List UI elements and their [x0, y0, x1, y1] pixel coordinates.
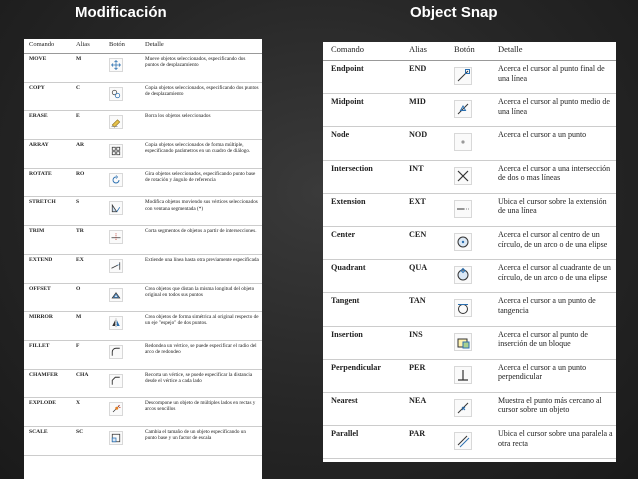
button-cell [104, 340, 140, 369]
modificacion-table-panel [24, 39, 262, 479]
object-snap-table-panel [323, 42, 616, 462]
alias-cell: C [71, 82, 104, 111]
command-cell: Node [323, 127, 401, 160]
alias-cell: E [71, 111, 104, 140]
header-comando: Comando [323, 42, 401, 61]
detail-cell: Muestra el punto más cercano al cursor sobre un objeto [490, 392, 616, 425]
detail-cell: Acerca el cursor a una intersección de dos o mas líneas [490, 160, 616, 193]
command-cell: MOVE [24, 54, 71, 83]
alias-cell: EX [71, 254, 104, 283]
detail-cell: Acerca el cursor al centro de un círculo, de un arco o de una elipse [490, 226, 616, 259]
table-row [323, 326, 616, 359]
header-comando: Comando [24, 39, 71, 54]
table-row [24, 226, 262, 255]
perpendicular-icon [454, 366, 472, 384]
button-cell [104, 168, 140, 197]
table-row [24, 140, 262, 169]
command-cell: Extension [323, 193, 401, 226]
command-cell: STRETCH [24, 197, 71, 226]
erase-icon [109, 115, 123, 129]
detail-cell: Ubica el cursor sobre la extensión de una línea [490, 193, 616, 226]
button-cell [446, 226, 490, 259]
command-cell: Tangent [323, 293, 401, 326]
detail-cell: Acerca el cursor a un punto de tangencia [490, 293, 616, 326]
command-cell: MIRROR [24, 312, 71, 341]
header-detalle: Detalle [490, 42, 616, 61]
detail-cell: Redondea un vértice, se puede especificar el radio del arco de redondeo [140, 340, 262, 369]
table-header-row [24, 39, 262, 54]
command-cell: Nearest [323, 392, 401, 425]
intersection-icon [454, 167, 472, 185]
detail-cell: Copia objetos seleccionados de forma múltiple, especificando parámetros en un cuadro de diálogo. [140, 140, 262, 169]
detail-cell: Ubica el cursor sobre una paralela a otra recta [490, 426, 616, 459]
table-row [323, 94, 616, 127]
button-cell [104, 54, 140, 83]
command-cell: TRIM [24, 226, 71, 255]
extend-icon [109, 259, 123, 273]
endpoint-icon [454, 67, 472, 85]
table-row [323, 359, 616, 392]
detail-cell: Acerca el cursor a un punto perpendicular [490, 359, 616, 392]
command-cell: ARRAY [24, 140, 71, 169]
table-row [24, 82, 262, 111]
detail-cell: Cambia el tamaño de un objeto especificando un punto base y un factor de escala [140, 426, 262, 455]
button-cell [446, 359, 490, 392]
alias-cell: INS [401, 326, 446, 359]
detail-cell: Copia objetos seleccionados, especificando dos puntos de desplazamiento [140, 82, 262, 111]
table-row [323, 293, 616, 326]
table-row [24, 111, 262, 140]
table-row [323, 426, 616, 459]
detail-cell: Crea objetos que distan la misma longitud del objeto original en todos sus puntos [140, 283, 262, 312]
alias-cell: QUA [401, 260, 446, 293]
command-cell: SCALE [24, 426, 71, 455]
button-cell [446, 61, 490, 94]
nearest-icon [454, 399, 472, 417]
rotate-icon [109, 173, 123, 187]
chamfer-icon [109, 374, 123, 388]
explode-icon [109, 402, 123, 416]
modificacion-table [24, 39, 262, 456]
alias-cell: O [71, 283, 104, 312]
command-cell: Intersection [323, 160, 401, 193]
button-cell [104, 369, 140, 398]
scale-icon [109, 431, 123, 445]
alias-cell: PER [401, 359, 446, 392]
button-cell [104, 398, 140, 427]
alias-cell: NOD [401, 127, 446, 160]
object-snap-table [323, 42, 616, 459]
button-cell [104, 312, 140, 341]
move-icon [109, 58, 123, 72]
command-cell: FILLET [24, 340, 71, 369]
alias-cell: SC [71, 426, 104, 455]
command-cell: Insertion [323, 326, 401, 359]
button-cell [104, 197, 140, 226]
command-cell: ERASE [24, 111, 71, 140]
fillet-icon [109, 345, 123, 359]
table-row [24, 283, 262, 312]
detail-cell: Corta segmentos de objetos a partir de intersecciones. [140, 226, 262, 255]
table-row [24, 312, 262, 341]
button-cell [104, 283, 140, 312]
alias-cell: NEA [401, 392, 446, 425]
table-row [24, 340, 262, 369]
table-row [24, 426, 262, 455]
header-boton: Botón [104, 39, 140, 54]
command-cell: ROTATE [24, 168, 71, 197]
header-alias: Alias [71, 39, 104, 54]
detail-cell: Borra los objetos seleccionados [140, 111, 262, 140]
table-row [24, 54, 262, 83]
alias-cell: PAR [401, 426, 446, 459]
alias-cell: INT [401, 160, 446, 193]
button-cell [446, 260, 490, 293]
command-cell: Parallel [323, 426, 401, 459]
detail-cell: Modifica objetos moviendo sus vértices seleccionados con ventana segmentada (*) [140, 197, 262, 226]
alias-cell: X [71, 398, 104, 427]
detail-cell: Extiende una línea hasta otra previamente especificada [140, 254, 262, 283]
detail-cell: Mueve objetos seleccionados, especificando dos puntos de desplazamiento [140, 54, 262, 83]
insertion-icon [454, 333, 472, 351]
button-cell [104, 226, 140, 255]
center-icon [454, 233, 472, 251]
table-row [323, 160, 616, 193]
tangent-icon [454, 299, 472, 317]
button-cell [446, 392, 490, 425]
button-cell [446, 293, 490, 326]
alias-cell: TAN [401, 293, 446, 326]
detail-cell: Recorta un vértice, se puede especificar la distancia desde el vértice a cada lado [140, 369, 262, 398]
offset-icon [109, 288, 123, 302]
command-cell: EXPLODE [24, 398, 71, 427]
alias-cell: F [71, 340, 104, 369]
button-cell [104, 140, 140, 169]
button-cell [104, 254, 140, 283]
button-cell [446, 160, 490, 193]
object-snap-heading: Object Snap [410, 4, 498, 21]
button-cell [104, 82, 140, 111]
alias-cell: MID [401, 94, 446, 127]
command-cell: CHAMFER [24, 369, 71, 398]
header-boton: Botón [446, 42, 490, 61]
detail-cell: Acerca el cursor al punto medio de una línea [490, 94, 616, 127]
table-header-row [323, 42, 616, 61]
table-row [323, 193, 616, 226]
command-cell: COPY [24, 82, 71, 111]
node-icon [454, 133, 472, 151]
alias-cell: S [71, 197, 104, 226]
detail-cell: Acerca el cursor a un punto [490, 127, 616, 160]
mirror-icon [109, 316, 123, 330]
button-cell [446, 426, 490, 459]
command-cell: EXTEND [24, 254, 71, 283]
button-cell [104, 426, 140, 455]
alias-cell: AR [71, 140, 104, 169]
table-row [24, 197, 262, 226]
parallel-icon [454, 432, 472, 450]
alias-cell: CHA [71, 369, 104, 398]
quadrant-icon [454, 266, 472, 284]
copy-icon [109, 87, 123, 101]
alias-cell: TR [71, 226, 104, 255]
button-cell [446, 127, 490, 160]
table-row [323, 392, 616, 425]
button-cell [446, 326, 490, 359]
command-cell: Quadrant [323, 260, 401, 293]
table-row [323, 61, 616, 94]
alias-cell: EXT [401, 193, 446, 226]
command-cell: Endpoint [323, 61, 401, 94]
alias-cell: RO [71, 168, 104, 197]
midpoint-icon [454, 100, 472, 118]
alias-cell: CEN [401, 226, 446, 259]
header-detalle: Detalle [140, 39, 262, 54]
alias-cell: END [401, 61, 446, 94]
table-row [323, 260, 616, 293]
detail-cell: Acerca el cursor al cuadrante de un círculo, de un arco o de una elipse [490, 260, 616, 293]
table-row [24, 398, 262, 427]
command-cell: Midpoint [323, 94, 401, 127]
array-icon [109, 144, 123, 158]
alias-cell: M [71, 54, 104, 83]
detail-cell: Gira objetos seleccionados, especificando punto base de rotación y ángulo de referencia [140, 168, 262, 197]
button-cell [446, 94, 490, 127]
button-cell [446, 193, 490, 226]
command-cell: Center [323, 226, 401, 259]
table-row [24, 168, 262, 197]
detail-cell: Acerca el cursor al punto final de una línea [490, 61, 616, 94]
command-cell: OFFSET [24, 283, 71, 312]
modificacion-heading: Modificación [75, 4, 167, 21]
trim-icon [109, 230, 123, 244]
detail-cell: Crea objetos de forma simétrica al original respecto de un eje "espejo" de dos puntos. [140, 312, 262, 341]
header-alias: Alias [401, 42, 446, 61]
table-row [24, 369, 262, 398]
button-cell [104, 111, 140, 140]
table-row [323, 226, 616, 259]
extension-icon [454, 200, 472, 218]
table-row [323, 127, 616, 160]
command-cell: Perpendicular [323, 359, 401, 392]
alias-cell: M [71, 312, 104, 341]
detail-cell: Acerca el cursor al punto de inserción de un bloque [490, 326, 616, 359]
stretch-icon [109, 201, 123, 215]
detail-cell: Descompone un objeto de múltiples lados en rectas y arcos sencillos [140, 398, 262, 427]
table-row [24, 254, 262, 283]
